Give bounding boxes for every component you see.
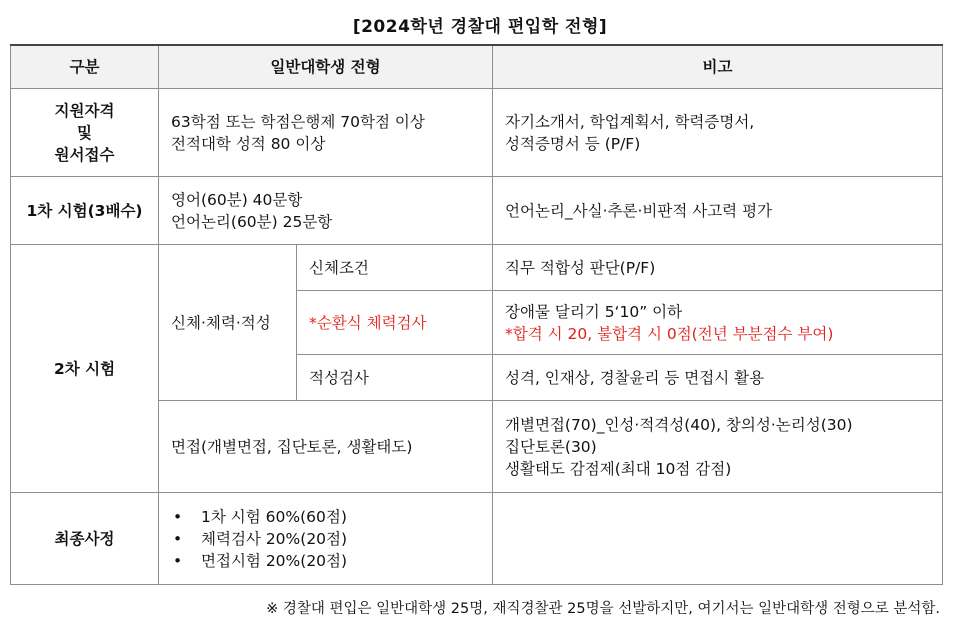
label-line: 원서접수 — [54, 145, 115, 164]
list-item-text: 체력검사 20%(20점) — [201, 529, 348, 548]
cell-line: 성적증명서 등 (P/F) — [505, 134, 641, 153]
admission-table — [10, 44, 943, 585]
page-title: [2024학년 경찰대 편입학 전형] — [352, 17, 608, 37]
bullet-icon: • — [173, 507, 183, 526]
cell-line: 자기소개서, 학업계획서, 학력증명서, — [505, 112, 755, 131]
label-line: 지원자격 — [54, 101, 115, 120]
final-weight-list — [171, 506, 480, 572]
cell-aptitude-test-remarks: 성격, 인재상, 경찰윤리 등 면접시 활용 — [493, 355, 943, 401]
list-item — [171, 528, 480, 550]
list-item-text: 면접시험 20%(20점) — [201, 551, 348, 570]
table-row-qualification — [11, 89, 943, 177]
footnote: ※ 경찰대 편입은 일반대학생 25명, 재직경찰관 25명을 선발하지만, 여기서는 일반대학생 전형으로 분석함. — [266, 601, 940, 617]
cell-line: 언어논리(60분) 25문항 — [171, 212, 333, 231]
label-qualification — [11, 89, 159, 177]
cell-line: 생활태도 감점제(최대 10점 감점) — [505, 459, 732, 478]
label-line: 및 — [77, 123, 92, 142]
cell-line: 63학점 또는 학점은행제 70학점 이상 — [171, 112, 425, 131]
header-general: 일반대학생 전형 — [159, 45, 493, 89]
label-first-exam: 1차 시험(3배수) — [11, 177, 159, 245]
cell-final-general — [159, 493, 493, 585]
cell-interview-item: 면접(개별면접, 집단토론, 생활태도) — [159, 401, 493, 493]
cell-physical-group: 신체·체력·적성 — [159, 245, 297, 401]
cell-line: 장애물 달리기 5‘10” 이하 — [505, 302, 683, 321]
cell-line: 집단토론(30) — [505, 437, 597, 456]
table-header-row — [11, 45, 943, 89]
cell-fitness-test-item: *순환식 체력검사 — [297, 291, 493, 355]
cell-fitness-test-remarks — [493, 291, 943, 355]
fitness-score-note: *합격 시 20, 불합격 시 0점(전년 부분점수 부여) — [505, 324, 834, 343]
table-row-body-condition — [11, 245, 943, 291]
table-row-first-exam — [11, 177, 943, 245]
label-second-exam: 2차 시험 — [11, 245, 159, 493]
header-category: 구분 — [11, 45, 159, 89]
cell-qualification-remarks — [493, 89, 943, 177]
cell-final-remarks — [493, 493, 943, 585]
list-item-text: 1차 시험 60%(60점) — [201, 507, 347, 526]
list-item — [171, 550, 480, 572]
cell-first-exam-general — [159, 177, 493, 245]
cell-line: 개별면접(70)_인성·적격성(40), 창의성·논리성(30) — [505, 415, 853, 434]
cell-first-exam-remarks: 언어논리_사실·추론·비판적 사고력 평가 — [493, 177, 943, 245]
bullet-icon: • — [173, 551, 183, 570]
table-row-final — [11, 493, 943, 585]
cell-qualification-general — [159, 89, 493, 177]
list-item — [171, 506, 480, 528]
bullet-icon: • — [173, 529, 183, 548]
cell-body-condition-remarks: 직무 적합성 판단(P/F) — [493, 245, 943, 291]
header-remarks: 비고 — [493, 45, 943, 89]
cell-aptitude-test-item: 적성검사 — [297, 355, 493, 401]
cell-line: 영어(60분) 40문항 — [171, 190, 303, 209]
cell-interview-remarks — [493, 401, 943, 493]
cell-line: 전적대학 성적 80 이상 — [171, 134, 326, 153]
cell-body-condition-item: 신체조건 — [297, 245, 493, 291]
label-final: 최종사정 — [11, 493, 159, 585]
